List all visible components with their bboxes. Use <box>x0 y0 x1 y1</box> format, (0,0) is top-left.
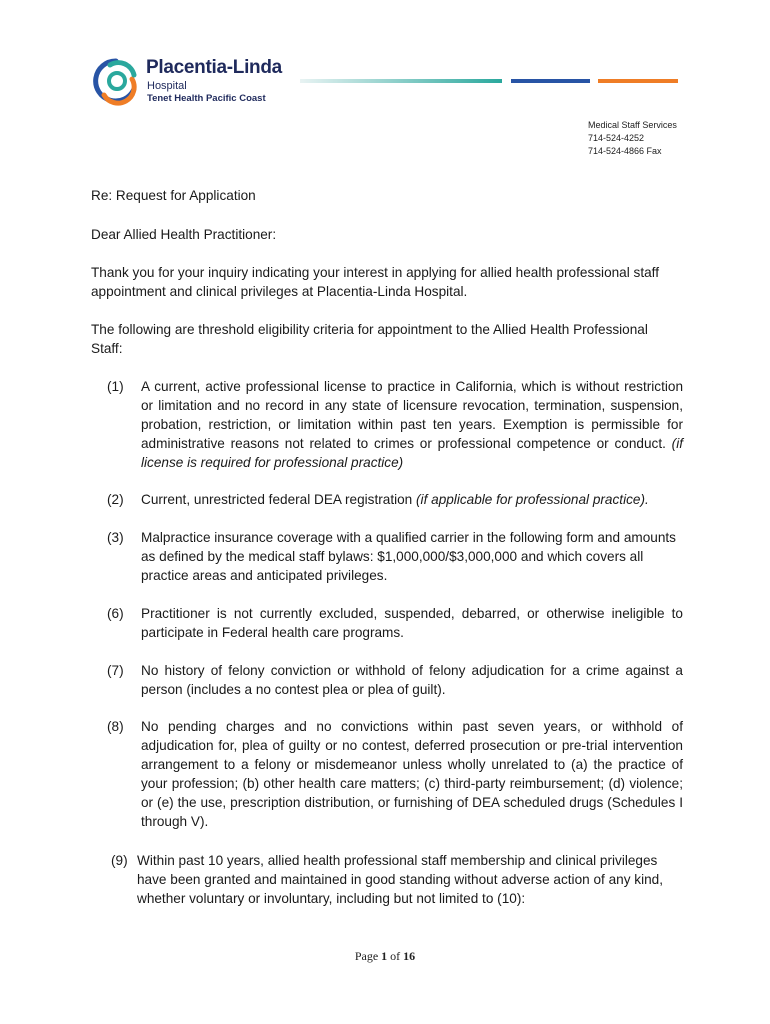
item-number: (7) <box>107 663 124 678</box>
contact-fax: 714-524-4866 Fax <box>588 146 662 156</box>
item-note: (if applicable for professional practice). <box>416 492 649 507</box>
logo-name: Placentia-Linda <box>146 57 282 78</box>
logo-mark-icon <box>90 55 142 107</box>
item-text: No history of felony conviction or withhold of felony adjudication for a crime against a person (includes a no contest plea or plea of guilt). <box>141 663 683 697</box>
intro-paragraph: Thank you for your inquiry indicating your interest in applying for allied health professional staff appointment and clinical privileges at Placentia-Linda Hospital. <box>91 265 659 299</box>
item-note: (if license is required for professional practice) <box>141 436 683 470</box>
hospital-logo <box>90 55 280 107</box>
page-footer: Page 1 of 16 <box>354 949 416 963</box>
contact-phone: 714-524-4252 <box>588 133 645 143</box>
header-bar-orange <box>598 79 678 83</box>
logo-network: Tenet Health Pacific Coast <box>147 93 266 104</box>
item-text: Current, unrestricted federal DEA registration (if applicable for professional practice). <box>141 492 649 507</box>
header-bar-blue <box>511 79 590 83</box>
item-text: Within past 10 years, allied health professional staff membership and clinical privileges have been granted and maintained in good standing without adverse action of any kind, whether voluntary or involuntary, including but not limited to (10): <box>137 853 663 906</box>
item-text: A current, active professional license to practice in California, which is without restriction or limitation and no record in any state of licensure revocation, termination, suspension, probation, restriction, or limitation within past ten years. Exemption is permissible for administrative reasons not related to crimes or professional competence or conduct. (if license is required for professional practice) <box>141 379 683 470</box>
item-number: (8) <box>107 719 124 734</box>
item-text: No pending charges and no convictions within past seven years, or withhold of adjudication for, plea of guilty or no contest, deferred prosecution or pre-trial intervention arrangement to a felony or misdemeanor unless wholly unrelated to (a) the practice of your profession; (b) other health care matters; (c) third-party reimbursement; (d) violence; or (e) the use, prescription distribution, or furnishing of DEA scheduled drugs (Schedules I through V). <box>141 719 683 829</box>
header-bar-teal <box>300 79 502 83</box>
criteria-intro: The following are threshold eligibility criteria for appointment to the Allied Health Professional Staff: <box>91 322 648 356</box>
item-number: (3) <box>107 530 124 545</box>
logo-subtitle: Hospital <box>147 80 187 92</box>
item-number: (2) <box>107 492 124 507</box>
item-number: (9) <box>111 853 128 868</box>
contact-dept: Medical Staff Services <box>588 120 677 130</box>
item-text: Practitioner is not currently excluded, suspended, debarred, or otherwise ineligible to participate in Federal health care programs. <box>141 606 683 640</box>
re-line: Re: Request for Application <box>91 188 256 203</box>
item-number: (1) <box>107 379 124 394</box>
item-number: (6) <box>107 606 124 621</box>
contact-block <box>588 119 677 158</box>
page-number: 1 <box>381 949 388 963</box>
item-text: Malpractice insurance coverage with a qualified carrier in the following form and amounts as defined by the medical staff bylaws: $1,000,000/$3,000,000 and which covers all practice areas and anticipated privileges. <box>141 530 676 583</box>
salutation: Dear Allied Health Practitioner: <box>91 227 277 242</box>
page-total: 16 <box>403 949 416 963</box>
